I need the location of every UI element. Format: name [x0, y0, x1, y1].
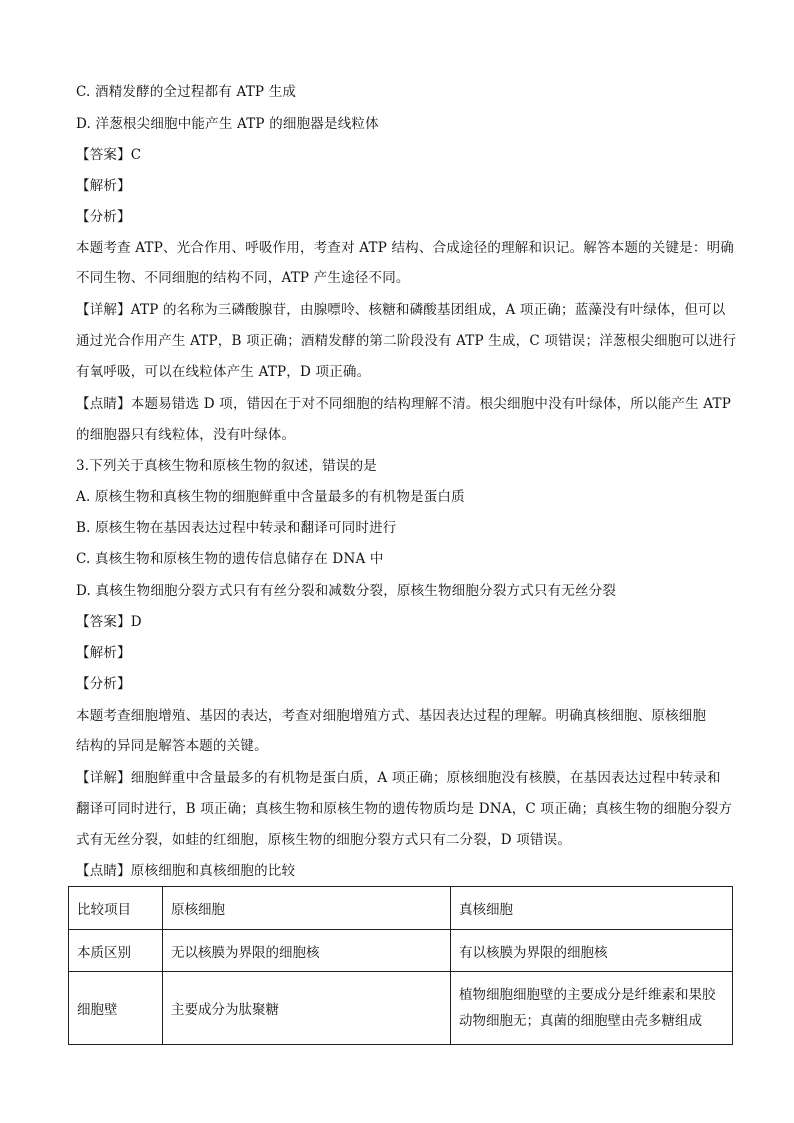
- table-header-cell: 原核细胞: [163, 887, 451, 930]
- question-3-stem: 3.下列关于真核生物和原核生物的叙述，错误的是: [76, 458, 377, 474]
- table-cell: 无以核膜为界限的细胞核: [163, 930, 451, 972]
- dianjing-q3: 【点睛】原核细胞和真核细胞的比较: [76, 863, 296, 879]
- table-cell: 有以核膜为界限的细胞核: [451, 930, 733, 972]
- dianjing-q2-line1: 【点睛】本题易错选 D 项，错因在于对不同细胞的结构理解不清。根尖细胞中没有叶绿体，所以能产生 ATP: [76, 396, 731, 412]
- table-cell: 本质区别: [69, 930, 163, 972]
- detail-q3-line3: 式有无丝分裂，如蛙的红细胞，原核生物的细胞分裂方式只有二分裂，D 项错误。: [76, 832, 572, 848]
- option-d-q3: D. 真核生物细胞分裂方式只有有丝分裂和减数分裂，原核生物细胞分裂方式只有无丝分裂: [76, 583, 617, 599]
- table-header-row: [69, 887, 733, 930]
- table-row: [69, 930, 733, 972]
- dianjing-q2-line2: 的细胞器只有线粒体，没有叶绿体。: [76, 427, 296, 443]
- table-cell: 细胞壁: [69, 972, 163, 1045]
- answer-q2: 【答案】C: [76, 147, 142, 163]
- fenxi-text-q3-line2: 结构的异同是解答本题的关键。: [76, 738, 268, 754]
- option-c-q2: C. 酒精发酵的全过程都有 ATP 生成: [76, 84, 297, 100]
- detail-q3-line1: 【详解】细胞鲜重中含量最多的有机物是蛋白质，A 项正确；原核细胞没有核膜，在基因表达过程中转录和: [76, 770, 721, 786]
- detail-q2-line2: 通过光合作用产生 ATP，B 项正确；酒精发酵的第二阶段没有 ATP 生成，C 项错误；洋葱根尖细胞可以进行: [76, 333, 737, 349]
- table-header-cell: 比较项目: [69, 887, 163, 930]
- table-cell-line: 动物细胞无；真菌的细胞壁由壳多糖组成: [459, 1013, 702, 1029]
- detail-q2-line3: 有氧呼吸，可以在线粒体产生 ATP，D 项正确。: [76, 364, 371, 380]
- table-row: [69, 972, 733, 1045]
- analysis-heading-q3: 【解析】: [76, 645, 131, 661]
- table-cell-line: 植物细胞细胞壁的主要成分是纤维素和果胶: [459, 987, 716, 1003]
- answer-q3: 【答案】D: [76, 614, 142, 630]
- detail-q3-line2: 翻译可同时进行，B 项正确；真核生物和原核生物的遗传物质均是 DNA，C 项正确；真核生物的细胞分裂方: [76, 801, 733, 817]
- fenxi-text-q2-line2: 不同生物、不同细胞的结构不同，ATP 产生途径不同。: [76, 270, 410, 286]
- table-cell: 主要成分为肽聚糖: [163, 972, 451, 1045]
- analysis-heading-q2: 【解析】: [76, 178, 131, 194]
- fenxi-text-q2-line1: 本题考查 ATP、光合作用、呼吸作用，考查对 ATP 结构、合成途径的理解和识记。解答本题的关键是：明确: [76, 240, 734, 256]
- table-header-cell: 真核细胞: [451, 887, 733, 930]
- fenxi-heading-q2: 【分析】: [76, 209, 131, 225]
- option-b-q3: B. 原核生物在基因表达过程中转录和翻译可同时进行: [76, 520, 397, 536]
- comparison-table: [68, 886, 733, 1045]
- fenxi-text-q3-line1: 本题考查细胞增殖、基因的表达，考查对细胞增殖方式、基因表达过程的理解。明确真核细胞、原核细胞: [76, 708, 707, 724]
- detail-q2-line1: 【详解】ATP 的名称为三磷酸腺苷，由腺嘌呤、核糖和磷酸基团组成，A 项正确；蓝藻没有叶绿体，但可以: [76, 302, 726, 318]
- fenxi-heading-q3: 【分析】: [76, 676, 131, 692]
- table-cell: [451, 972, 733, 1045]
- option-a-q3: A. 原核生物和真核生物的细胞鲜重中含量最多的有机物是蛋白质: [76, 489, 465, 505]
- option-c-q3: C. 真核生物和原核生物的遗传信息储存在 DNA 中: [76, 551, 384, 567]
- option-d-q2: D. 洋葱根尖细胞中能产生 ATP 的细胞器是线粒体: [76, 116, 379, 132]
